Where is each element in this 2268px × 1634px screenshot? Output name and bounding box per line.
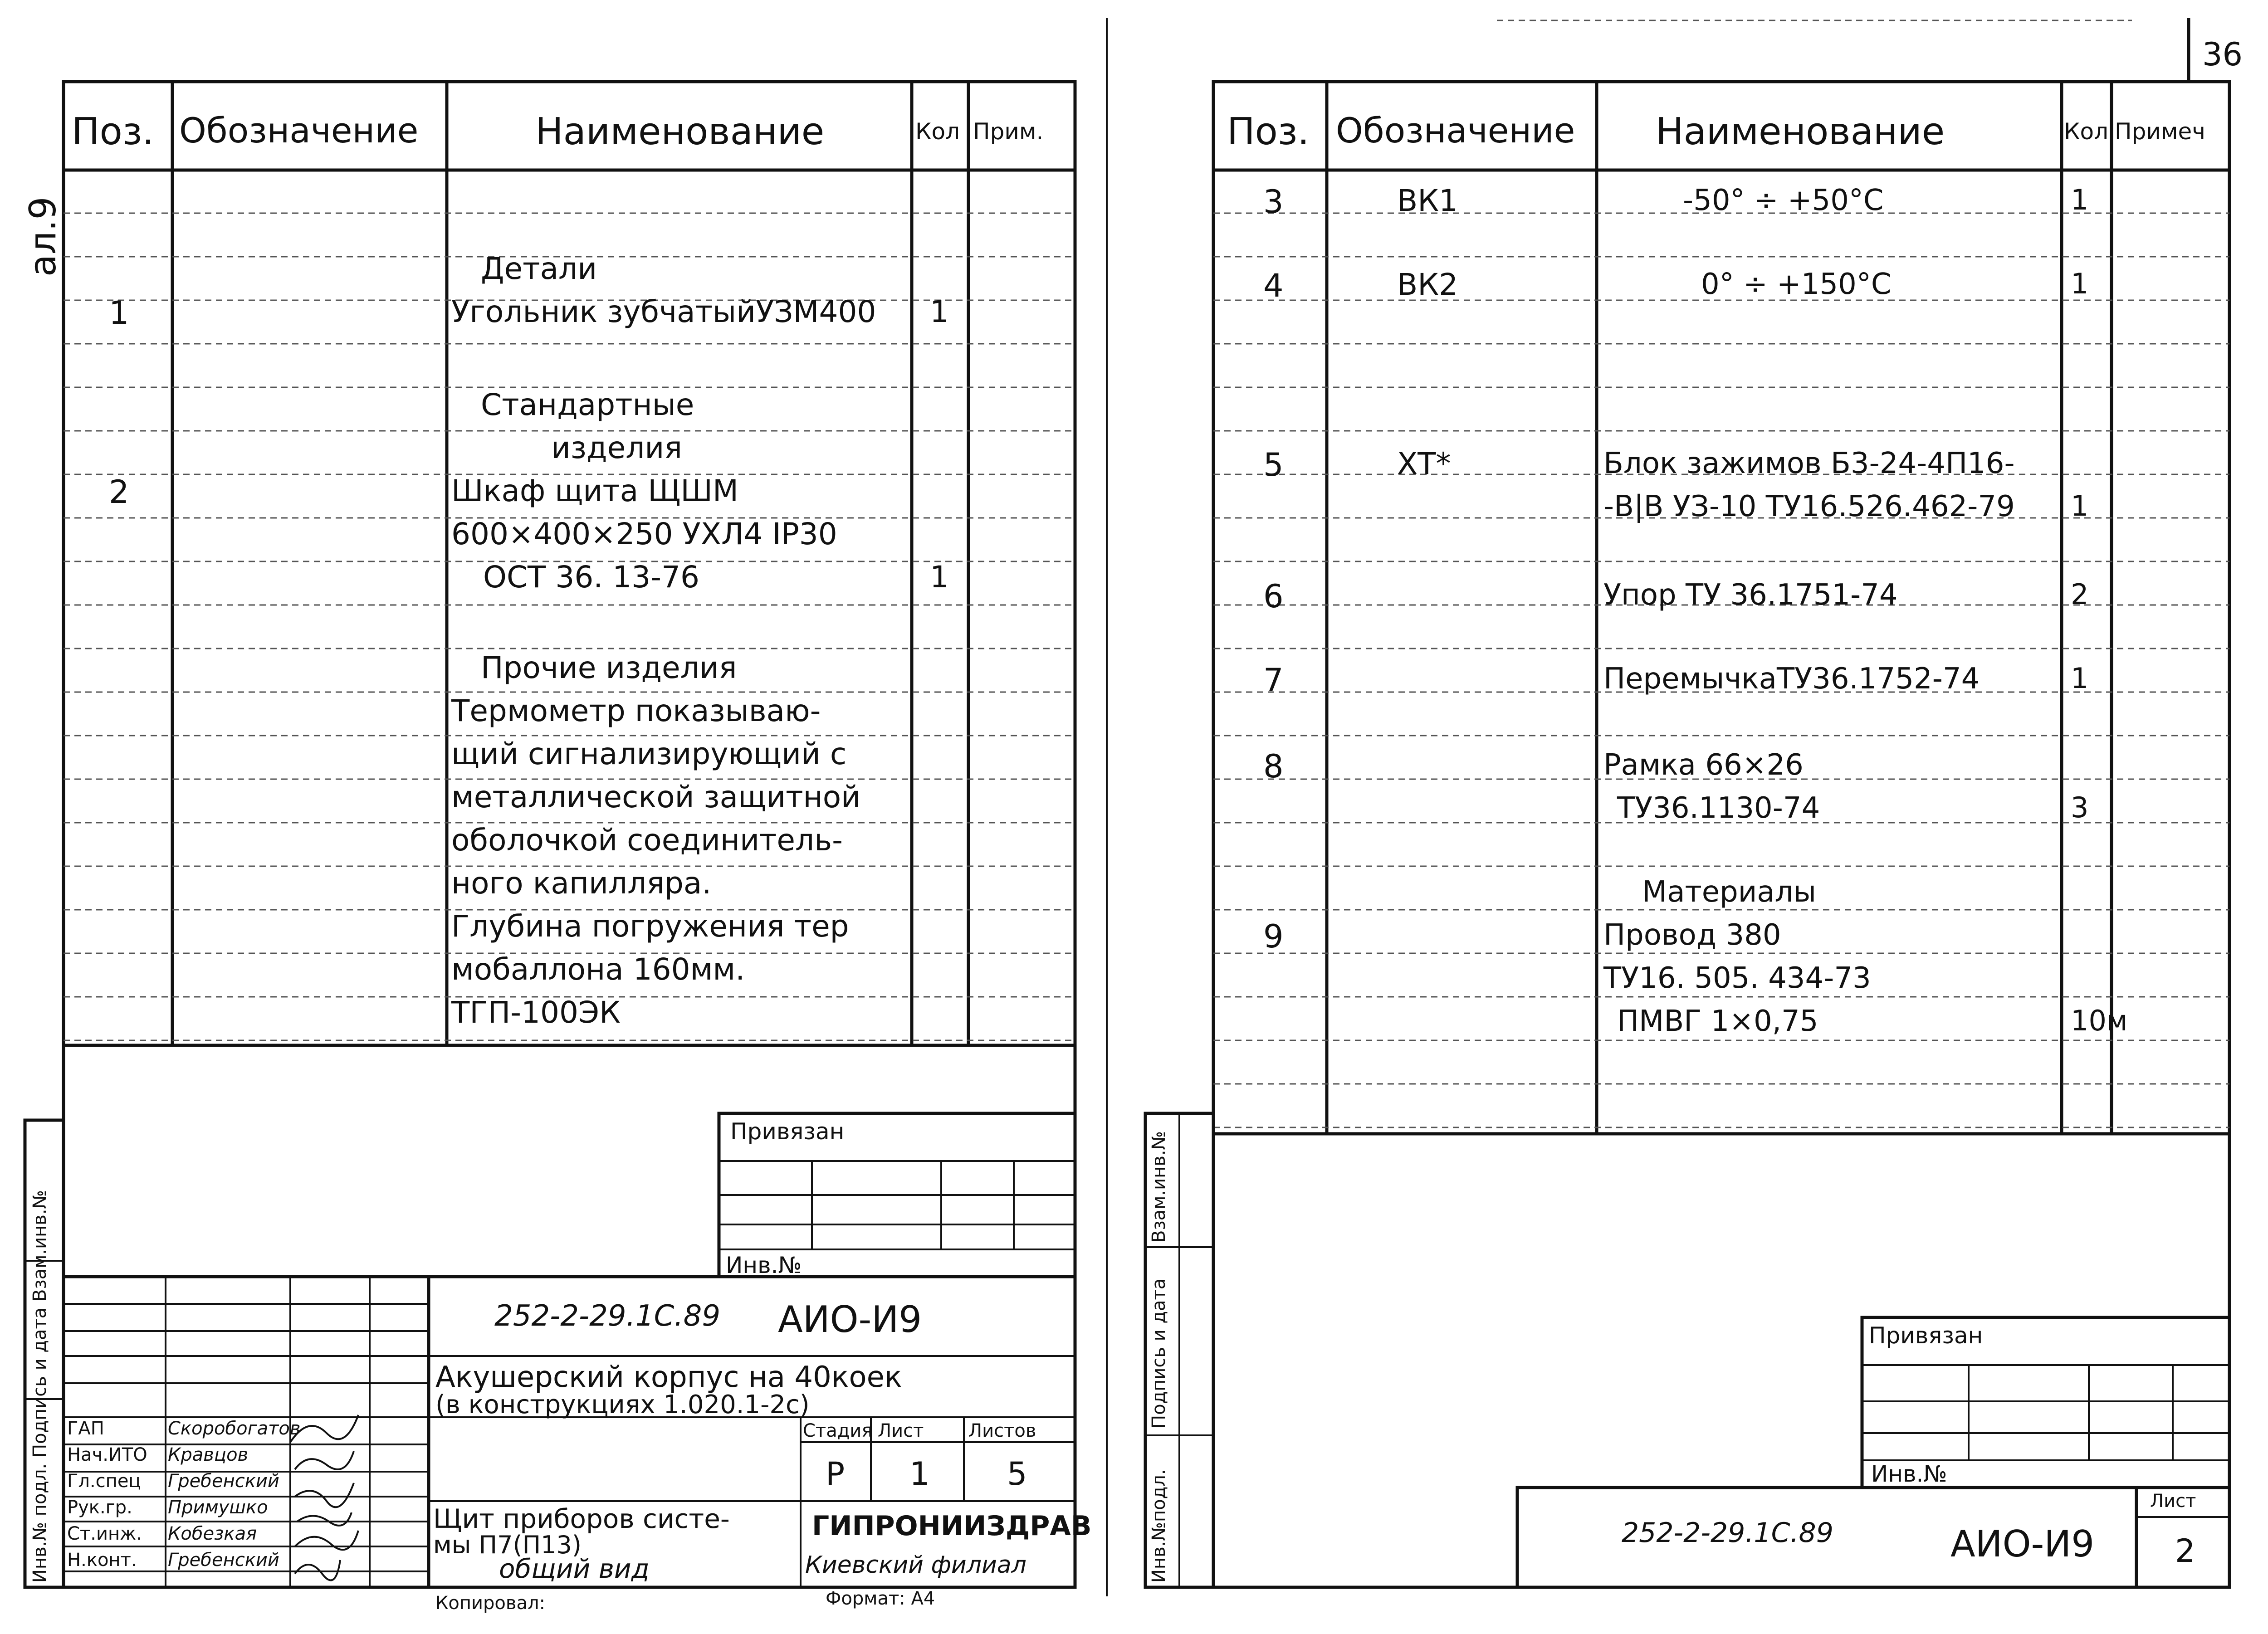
right-row-name: Провод 380 [1603,918,1781,952]
left-stamp-sheets: 5 [1007,1455,1027,1493]
stamp-name: Кобезкая [168,1523,257,1544]
left-row-name: щий сигнализирующий с [451,737,847,771]
left-row-name: ного капилляра. [451,866,712,901]
left-header-qty: Кол [915,118,960,145]
right-row-name: ПеремычкаТУ36.1752-74 [1603,662,1980,696]
right-row-designation: ВК1 [1397,183,1458,218]
stamp-role: ГАП [67,1418,104,1439]
right-row-name: Рамка 66×26 [1603,748,1804,782]
left-row-name: ОСТ 36. 13-76 [483,560,700,595]
left-stamp-sheets-header: Листов [968,1420,1036,1441]
right-row-name: ТУ36.1130-74 [1617,791,1820,825]
right-header-name: Наименование [1656,110,1945,153]
left-row-name: ТГП-100ЭК [451,995,621,1030]
stamp-role: Гл.спец [67,1471,141,1492]
right-row-designation: ХТ* [1397,446,1451,481]
right-stamp-sheet: 2 [2175,1532,2195,1570]
right-strip-label-3: Взам.инв.№ [1149,1131,1169,1243]
right-stamp-sheet-header: Лист [2150,1491,2196,1512]
stamp-name: Примушко [168,1497,268,1518]
left-row-name: Детали [481,251,597,286]
right-row-pos: 7 [1263,662,1284,699]
left-stamp-sheet: 1 [909,1455,930,1493]
left-stamp-title-1: Щит приборов систе- [433,1503,730,1534]
stamp-role: Н.конт. [67,1550,137,1571]
stamp-name: Скоробогатов [168,1418,301,1439]
left-stamp-project: Акушерский корпус на 40коек [435,1361,902,1394]
left-row-name: мобаллона 160мм. [451,952,745,987]
right-row-pos: 8 [1263,748,1284,785]
left-copied: Копировал: [435,1593,546,1614]
right-row-name: ПМВГ 1×0,75 [1617,1005,1818,1038]
left-row-name: Прочие изделия [481,650,737,685]
right-row-qty: 2 [2071,578,2089,611]
right-header-qty: Кол. [2064,118,2116,145]
right-strip-label-1: Инв.№подл. [1149,1469,1169,1583]
left-stamp-sheet-header: Лист [878,1420,924,1441]
left-header-designation: Обозначение [179,110,419,151]
right-header-pos: Поз. [1227,110,1310,153]
left-stamp-org-2: Киевский филиал [805,1551,1026,1579]
left-row-name: Стандартные [481,387,694,422]
right-row-qty: 1 [2071,183,2089,216]
left-stamp-code: 252-2-29.1С.89 [494,1299,721,1333]
left-row-name: Термометр показываю- [451,693,821,728]
left-row-name: Шкаф щита ЩШМ [451,473,738,508]
left-row-qty: 1 [930,560,949,595]
right-row-name: Упор ТУ 36.1751-74 [1603,578,1898,612]
right-row-designation: ВК2 [1397,267,1458,302]
left-row-name: Глубина погружения тер [451,909,849,944]
page-number: 36 [2202,36,2243,73]
stamp-role: Рук.гр. [67,1497,132,1518]
right-row-name: 0° ÷ +150°С [1701,268,1892,301]
left-header-name: Наименование [535,110,825,153]
right-stamp-code: 252-2-29.1С.89 [1622,1517,1833,1549]
right-row-pos: 4 [1263,267,1284,304]
left-row-name: Угольник зубчатыйУЗМ400 [451,294,876,329]
right-row-qty: 1 [2071,267,2089,300]
left-stamp-title-3: общий вид [499,1553,650,1584]
stamp-name: Кравцов [168,1444,249,1465]
left-privyazan: Привязан [730,1118,845,1145]
left-stamp-project-sub: (в конструкциях 1.020.1-2с) [435,1390,810,1419]
left-stamp-org-1: ГИПРОНИИЗДРАВ [812,1510,1092,1542]
right-row-name: ТУ16. 505. 434-73 [1603,961,1871,995]
left-row-name: изделия [551,430,683,465]
side-label: ал.9 [22,196,64,277]
left-row-name: 600×400×250 УХЛ4 IP30 [451,517,837,551]
left-row-qty: 1 [930,294,949,329]
right-row-pos: 6 [1263,578,1284,615]
right-privyazan: Привязан [1869,1322,1983,1349]
stamp-name: Гребенский [168,1471,279,1492]
left-stamp-stage: Р [826,1455,845,1493]
right-row-qty: 1 [2071,662,2089,695]
left-header-note: Прим. [973,118,1044,145]
right-row-qty: 1 [2071,489,2089,522]
right-row-name: Блок зажимов Б3-24-4П16- [1603,447,2015,480]
right-strip-label-2: Подпись и дата [1149,1278,1169,1429]
right-row-pos: 5 [1263,446,1284,483]
right-row-name: -В|В УЗ-10 ТУ16.526.462-79 [1603,490,2015,523]
left-row-name: оболочкой соединитель- [451,823,843,858]
stamp-name: Гребенский [168,1550,279,1571]
right-row-qty: 3 [2071,791,2089,824]
right-header-note: Примеч [2115,118,2205,145]
stamp-role: Нач.ИТО [67,1444,147,1465]
left-format: Формат: А4 [826,1588,935,1609]
left-stamp-doc: АИО-И9 [778,1298,922,1341]
left-header-pos: Поз. [72,110,154,153]
left-row-pos: 2 [109,473,129,511]
right-row-pos: 9 [1263,918,1284,955]
right-row-name: -50° ÷ +50°С [1683,184,1884,217]
right-stamp-doc: АИО-И9 [1950,1523,2095,1565]
left-row-name: металлической защитной [451,780,861,815]
right-inv-no: Инв.№ [1871,1461,1947,1487]
left-row-pos: 1 [109,294,129,332]
right-header-designation: Обозначение [1336,110,1575,151]
right-row-pos: 3 [1263,183,1284,220]
stamp-role: Ст.инж. [67,1523,142,1544]
left-stamp-stage-header: Стадия [803,1420,873,1441]
left-stamp-title-2: мы П7(П13) [433,1531,582,1559]
right-row-qty: 10м [2071,1004,2128,1037]
left-strip-label: Инв.№ подл. Подпись и дата Взам.инв.№ [29,1190,50,1583]
left-inv-no: Инв.№ [726,1252,802,1278]
right-row-name: Материалы [1642,875,1816,909]
